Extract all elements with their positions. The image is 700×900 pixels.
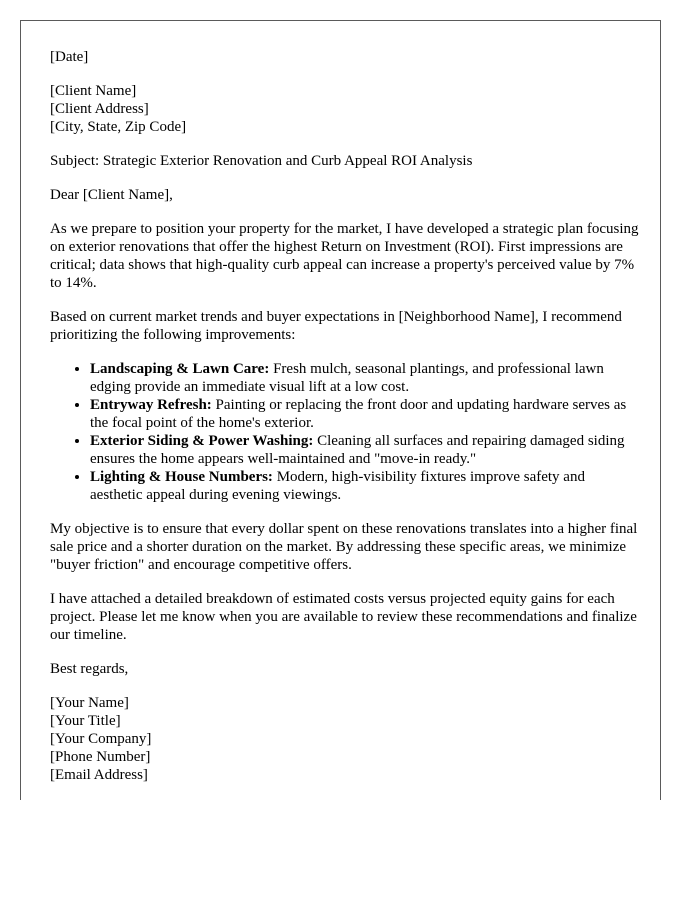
letter-closing: Best regards, [50,661,129,677]
objective-paragraph: My objective is to ensure that every dollar spent on these renovations translates into a higher final sale price and a shorter duration on the market. By addressing these specific areas, we minimize "buyer friction" and encourage competitive offers. [50,521,638,573]
signature-name: [Your Name] [50,695,129,711]
letter-body [50,48,640,784]
list-item-term: Landscaping & Lawn Care: [90,361,270,377]
list-item [90,360,640,396]
recipient-name: [Client Name] [50,83,137,99]
list-item-text: Fresh mulch, seasonal plantings, and professional lawn edging provide an immediate visual lift at a low cost. [90,361,604,395]
list-item-term: Entryway Refresh: [90,397,212,413]
recommendation-paragraph: Based on current market trends and buyer expectations in [Neighborhood Name], I recommend prioritizing the following improvements: [50,309,622,343]
letter-page [20,20,661,800]
improvements-list [50,360,640,504]
list-item [90,432,640,468]
signature-email: [Email Address] [50,767,148,783]
letter-date: [Date] [50,49,89,65]
list-item-text: Painting or replacing the front door and updating hardware serves as the focal point of the home's exterior. [90,397,627,431]
signature-phone: [Phone Number] [50,749,151,765]
signature-block [50,694,640,784]
recipient-address: [Client Address] [50,101,149,117]
list-item [90,396,640,432]
signature-title: [Your Title] [50,713,121,729]
letter-salutation: Dear [Client Name], [50,187,173,203]
list-item-text: Cleaning all surfaces and repairing damaged siding ensures the home appears well-maintained and "move-in ready." [90,433,625,467]
list-item-term: Lighting & House Numbers: [90,469,273,485]
list-item-term: Exterior Siding & Power Washing: [90,433,314,449]
list-item [90,468,640,504]
list-item-text: Modern, high-visibility fixtures improve safety and aesthetic appeal during evening viewings. [90,469,585,503]
recipient-block [50,82,640,136]
attachment-paragraph: I have attached a detailed breakdown of estimated costs versus projected equity gains for each project. Please let me know when you are available to review these recommendations and finalize our timeline. [50,591,637,643]
recipient-city-state-zip: [City, State, Zip Code] [50,119,187,135]
letter-subject: Subject: Strategic Exterior Renovation and Curb Appeal ROI Analysis [50,153,473,169]
intro-paragraph: As we prepare to position your property for the market, I have developed a strategic plan focusing on exterior renovations that offer the highest Return on Investment (ROI). First impressions are critical; data shows that high-quality curb appeal can increase a property's perceived value by 7% to 14%. [50,221,639,291]
signature-company: [Your Company] [50,731,152,747]
